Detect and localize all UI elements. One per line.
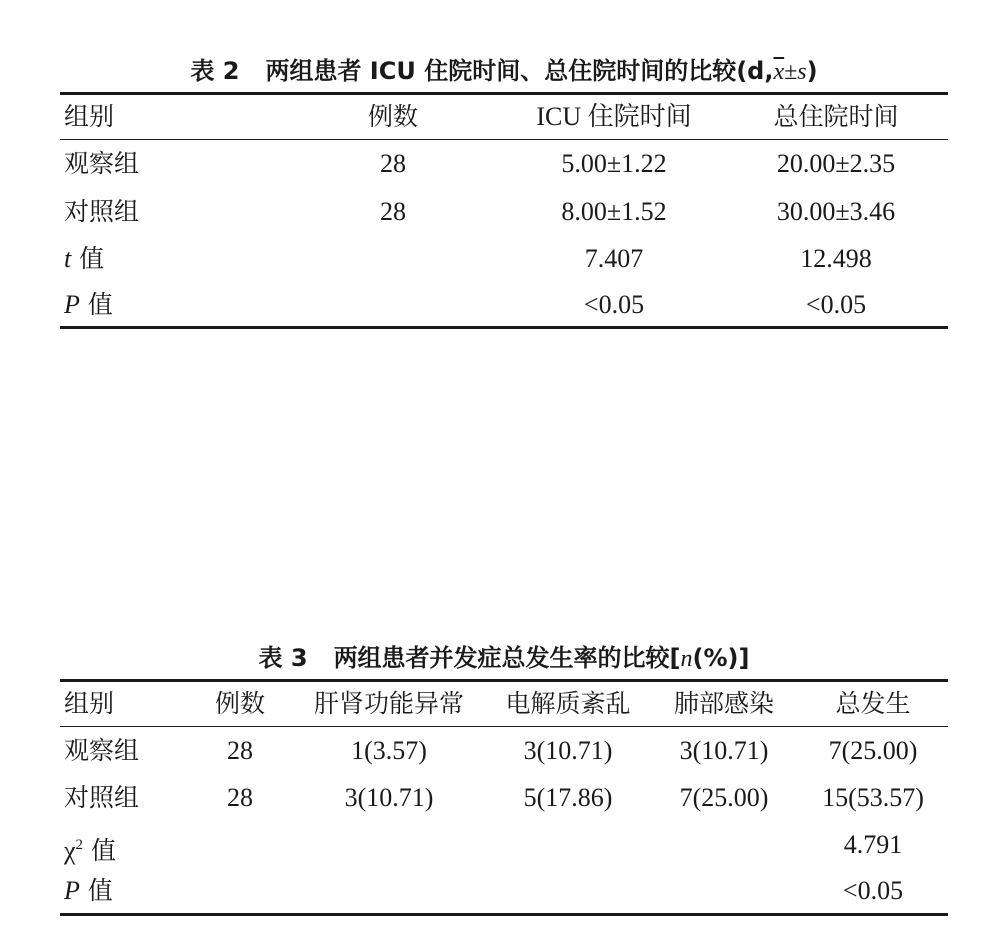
table3-chi-total: 4.791 xyxy=(843,830,903,859)
table3-bottom-rule xyxy=(60,913,948,916)
table3-header-lung-infection: 肺部感染 xyxy=(673,689,775,718)
table2-row-control-total: 30.00±3.46 xyxy=(776,197,896,226)
table2-header-rule xyxy=(60,139,948,140)
table2-caption-close: ) xyxy=(806,57,818,85)
table3-row-control-liver-kidney: 3(10.71) xyxy=(344,783,434,812)
table3-header-count: 例数 xyxy=(214,689,266,718)
table3-row-observation-electrolyte: 3(10.71) xyxy=(523,736,613,765)
table2-row-control-icu: 8.00±1.52 xyxy=(561,197,667,226)
chi-superscript: 2 xyxy=(75,837,84,853)
table3-row-control-count: 28 xyxy=(227,783,253,812)
table2-header-group: 组别 xyxy=(64,102,115,131)
table2-t-icu: 7.407 xyxy=(584,244,644,273)
table3-caption-close: (%)] xyxy=(692,644,750,672)
table2-header-icu-stay: ICU 住院时间 xyxy=(536,102,692,131)
table3-row-control-electrolyte: 5(17.86) xyxy=(523,783,613,812)
table3-row-control-lung: 7(25.00) xyxy=(679,783,769,812)
table3-header-total-incidence: 总发生 xyxy=(835,689,911,718)
t-symbol: t xyxy=(64,244,72,273)
table2-p-label xyxy=(64,290,113,320)
table3-row-observation-liver-kidney: 1(3.57) xyxy=(351,736,427,765)
table3-p-label xyxy=(64,876,113,906)
table3-caption-number: 表 3 xyxy=(258,644,308,672)
table2-bottom-rule xyxy=(60,326,948,329)
p-label-word: 值 xyxy=(79,876,113,905)
table2-row-observation-group: 观察组 xyxy=(64,149,140,178)
table3-header-rule xyxy=(60,726,948,727)
p-symbol: P xyxy=(64,290,80,319)
table3-row-observation-group: 观察组 xyxy=(64,736,140,765)
table2-p-total: <0.05 xyxy=(805,290,867,319)
table2-t-label xyxy=(64,244,104,274)
t-label-word: 值 xyxy=(71,244,105,273)
table3-header-group: 组别 xyxy=(64,689,115,718)
table2-row-observation-count: 28 xyxy=(380,149,406,178)
table2-caption-number: 表 2 xyxy=(190,57,240,85)
table2-top-rule xyxy=(60,92,948,95)
table3-caption xyxy=(60,643,948,674)
table2-row-observation-icu: 5.00±1.22 xyxy=(561,149,667,178)
table2-caption-sd-symbol: ±s xyxy=(784,59,807,85)
table3-chi-label xyxy=(64,830,116,866)
table3-row-control-group: 对照组 xyxy=(64,783,140,812)
table3-row-control-total: 15(53.57) xyxy=(822,783,924,812)
chi-symbol: χ xyxy=(64,836,76,865)
p-symbol: P xyxy=(64,876,80,905)
table3-row-observation-lung: 3(10.71) xyxy=(679,736,769,765)
table2-row-control-group: 对照组 xyxy=(64,197,140,226)
table2-header-count: 例数 xyxy=(367,102,419,131)
table2-p-icu: <0.05 xyxy=(583,290,645,319)
table3-row-observation-total: 7(25.00) xyxy=(828,736,918,765)
table3-top-rule xyxy=(60,679,948,682)
table3-row-observation-count: 28 xyxy=(227,736,253,765)
table2-caption xyxy=(60,56,948,87)
table2-t-total: 12.498 xyxy=(800,244,872,273)
p-label-word: 值 xyxy=(79,290,113,319)
table3-caption-n-symbol: n xyxy=(680,646,693,672)
table2-row-observation-total: 20.00±2.35 xyxy=(776,149,896,178)
table2-caption-mean-symbol: $\overline{x}$ xyxy=(773,59,785,85)
table3-p-total: <0.05 xyxy=(842,876,904,905)
table3-header-electrolyte: 电解质紊乱 xyxy=(505,689,631,718)
table2-header-total-stay: 总住院时间 xyxy=(773,102,899,131)
chi-label-word: 值 xyxy=(83,836,116,865)
table2-caption-text: 两组患者 ICU 住院时间、总住院时间的比较(d, xyxy=(265,57,774,85)
table3-caption-text: 两组患者并发症总发生率的比较[ xyxy=(333,644,681,672)
table3-header-liver-kidney: 肝肾功能异常 xyxy=(313,689,465,718)
table2-row-control-count: 28 xyxy=(380,197,406,226)
